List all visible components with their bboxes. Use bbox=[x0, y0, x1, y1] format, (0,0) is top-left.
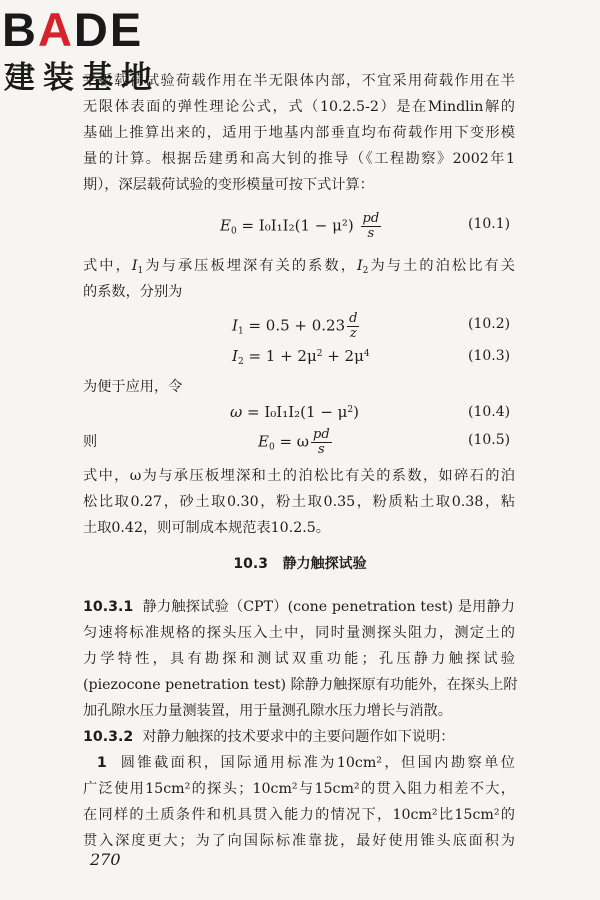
clause-line: 10.3.2 对静力触探的技术要求中的主要问题作如下说明： bbox=[83, 729, 455, 745]
equation-number: (10.3) bbox=[468, 348, 511, 364]
clause-line: 10.3.1 静力触探试验（CPT）(cone penetration test) 是用静力 bbox=[83, 599, 515, 615]
equation-10-2: $I_1 = 0.5 + 0.23$ $\frac{d}{z}$ bbox=[232, 311, 358, 341]
text-line: 平板载荷试验荷载作用在半无限体内部，不宜采用荷载作用在半 bbox=[83, 73, 515, 89]
text-line: 力学特性，具有勘探和测试双重功能；孔压静力触探试验 bbox=[83, 651, 515, 667]
logo-subtitle: 建装基地 bbox=[4, 60, 160, 96]
text-line: 广泛使用15cm²的探头；10cm²与15cm²的贯入阻力相差不大， bbox=[83, 781, 515, 797]
text-line: 匀速将标准规格的探头压入土中，同时量测探头阻力，测定土的 bbox=[83, 625, 515, 641]
text-line: 无限体表面的弹性理论公式，式（10.2.5-2）是在Mindlin解的 bbox=[83, 99, 515, 115]
logo-wordmark: BADE bbox=[2, 3, 144, 56]
page-number: 270 bbox=[90, 850, 121, 869]
equation-number: (10.4) bbox=[468, 404, 511, 420]
text-line: 期），深层载荷试验的变形模量可按下式计算： bbox=[83, 177, 374, 193]
equation-10-4: $\omega = I_0I_1I_2(1 - \mu^2)$ bbox=[230, 403, 359, 421]
equation-10-5: $E_0 = \omega$ $\frac{pd}{s}$ bbox=[258, 427, 330, 457]
text-line: 的系数，分别为 bbox=[83, 284, 183, 300]
text-line: 量的计算。根据岳建勇和高大钊的推导（《工程勘察》2002年1 bbox=[83, 151, 515, 167]
equation-10-1: $E_0 = I_0I_1I_2(1 - \mu^2)$ $\frac{pd}{s}$ bbox=[220, 211, 380, 241]
text-line: 式中，$I_1$为与承压板埋深有关的系数，$I_2$为与土的泊松比有关 bbox=[83, 258, 515, 276]
text-line: 加孔隙水压力量测装置，用于量测孔隙水压力增长与消散。 bbox=[83, 703, 452, 719]
text-line: 土取0.42，则可制成本规范表10.2.5。 bbox=[83, 520, 330, 536]
list-item: 1 圆锥截面积，国际通用标准为10cm²，但国内勘察单位 bbox=[96, 755, 515, 771]
equation-10-3: $I_2 = 1 + 2\mu^2 + 2\mu^4$ bbox=[232, 347, 370, 367]
equation-number: (10.1) bbox=[468, 216, 511, 232]
text-line: 贯入深度更大；为了向国际标准靠拢，最好使用锥头底面积为 bbox=[83, 833, 515, 849]
section-heading: 10.3 静力触探试验 bbox=[233, 556, 367, 572]
text-line: 松比取0.27，砂土取0.30，粉土取0.35，粉质粘土取0.38，粘 bbox=[83, 494, 515, 510]
equation-number: (10.5) bbox=[468, 432, 511, 448]
text-line: (piezocone penetration test) 除静力触探原有功能外，在探头上附 bbox=[83, 677, 518, 693]
text-line: 在同样的土质条件和机具贯入能力的情况下，10cm²比15cm²的 bbox=[83, 807, 515, 823]
text-line: 基础上推算出来的，适用于地基内部垂直均布荷载作用下变形模 bbox=[83, 125, 515, 141]
text-line: 为便于应用，令 bbox=[83, 379, 183, 395]
equation-number: (10.2) bbox=[468, 316, 511, 332]
text-line: 则 bbox=[83, 434, 98, 450]
text-line: 式中，ω为与承压板埋深和土的泊松比有关的系数，如碎石的泊 bbox=[83, 468, 515, 484]
